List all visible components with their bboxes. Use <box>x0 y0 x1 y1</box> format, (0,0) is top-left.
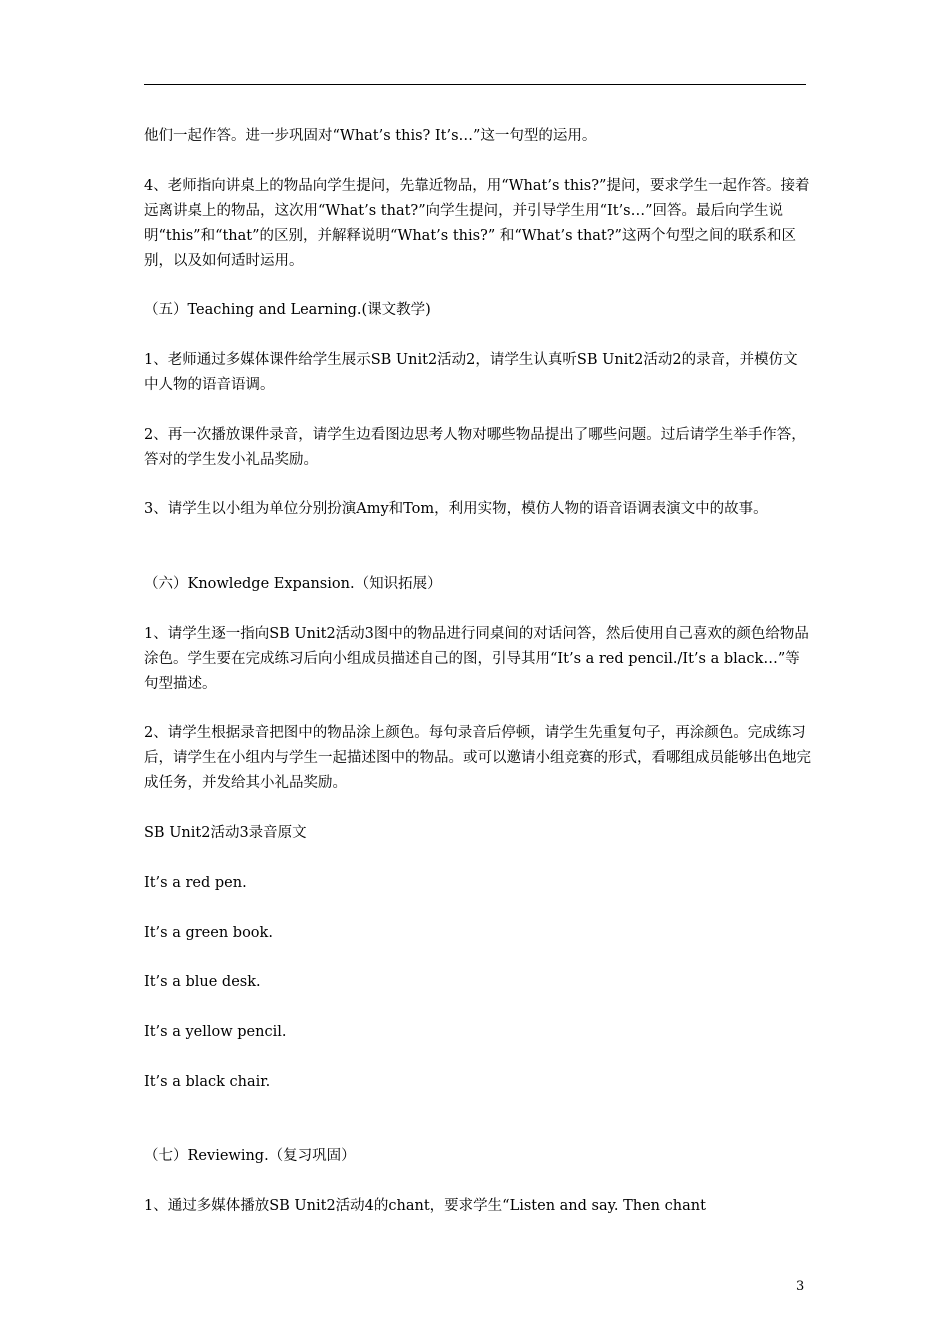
section-heading-5: （五）Teaching and Learning.(课文教学) <box>144 302 431 318</box>
paragraph-intro: 他们一起作答。进一步巩固对“What’s this? It’s…”这一句型的运用。 <box>144 128 597 144</box>
transcript-line-5: It’s a black chair. <box>144 1074 271 1090</box>
paragraph-step-4: 4、老师指向讲桌上的物品向学生提问，先靠近物品，用“What’s this?”提问，要求学生一起作答。接着远离讲桌上的物品，这次用“What’s that?”向学生提问，并引导学生用“It’s…”回答。最后向学生说明“this”和“that”的区别，并解释说明“What’s this?” 和“What’s that?”这两个句型之间的联系和区别，以及如何适时运用。 <box>144 178 810 269</box>
paragraph-7-1: 1、通过多媒体播放SB Unit2活动4的chant，要求学生“Listen and say. Then chant <box>144 1198 706 1214</box>
paragraph-6-1: 1、请学生逐一指向SB Unit2活动3图中的物品进行同桌间的对话问答，然后使用自己喜欢的颜色给物品涂色。学生要在完成练习后向小组成员描述自己的图，引导其用“It’s a red pencil./It’s a black…”等句型描述。 <box>144 626 809 692</box>
header-rule <box>144 84 806 85</box>
paragraph-5-3: 3、请学生以小组为单位分别扮演Amy和Tom，利用实物，模仿人物的语音语调表演文中的故事。 <box>144 501 768 517</box>
transcript-line-2: It’s a green book. <box>144 925 273 941</box>
section-heading-7: （七）Reviewing.（复习巩固） <box>144 1148 356 1164</box>
transcript-heading: SB Unit2活动3录音原文 <box>144 825 307 841</box>
transcript-line-1: It’s a red pen. <box>144 875 247 891</box>
section-heading-6: （六）Knowledge Expansion.（知识拓展） <box>144 576 442 592</box>
page-number: 3 <box>796 1279 805 1294</box>
paragraph-5-1: 1、老师通过多媒体课件给学生展示SB Unit2活动2，请学生认真听SB Unit2活动2的录音，并模仿文中人物的语音语调。 <box>144 352 798 393</box>
transcript-line-4: It’s a yellow pencil. <box>144 1024 287 1040</box>
paragraph-5-2: 2、再一次播放课件录音，请学生边看图边思考人物对哪些物品提出了哪些问题。过后请学生举手作答，答对的学生发小礼品奖励。 <box>144 427 806 468</box>
paragraph-6-2: 2、请学生根据录音把图中的物品涂上颜色。每句录音后停顿，请学生先重复句子，再涂颜色。完成练习后，请学生在小组内与学生一起描述图中的物品。或可以邀请小组竞赛的形式，看哪组成员能够出色地完成任务，并发给其小礼品奖励。 <box>144 725 811 791</box>
transcript-line-3: It’s a blue desk. <box>144 974 261 990</box>
